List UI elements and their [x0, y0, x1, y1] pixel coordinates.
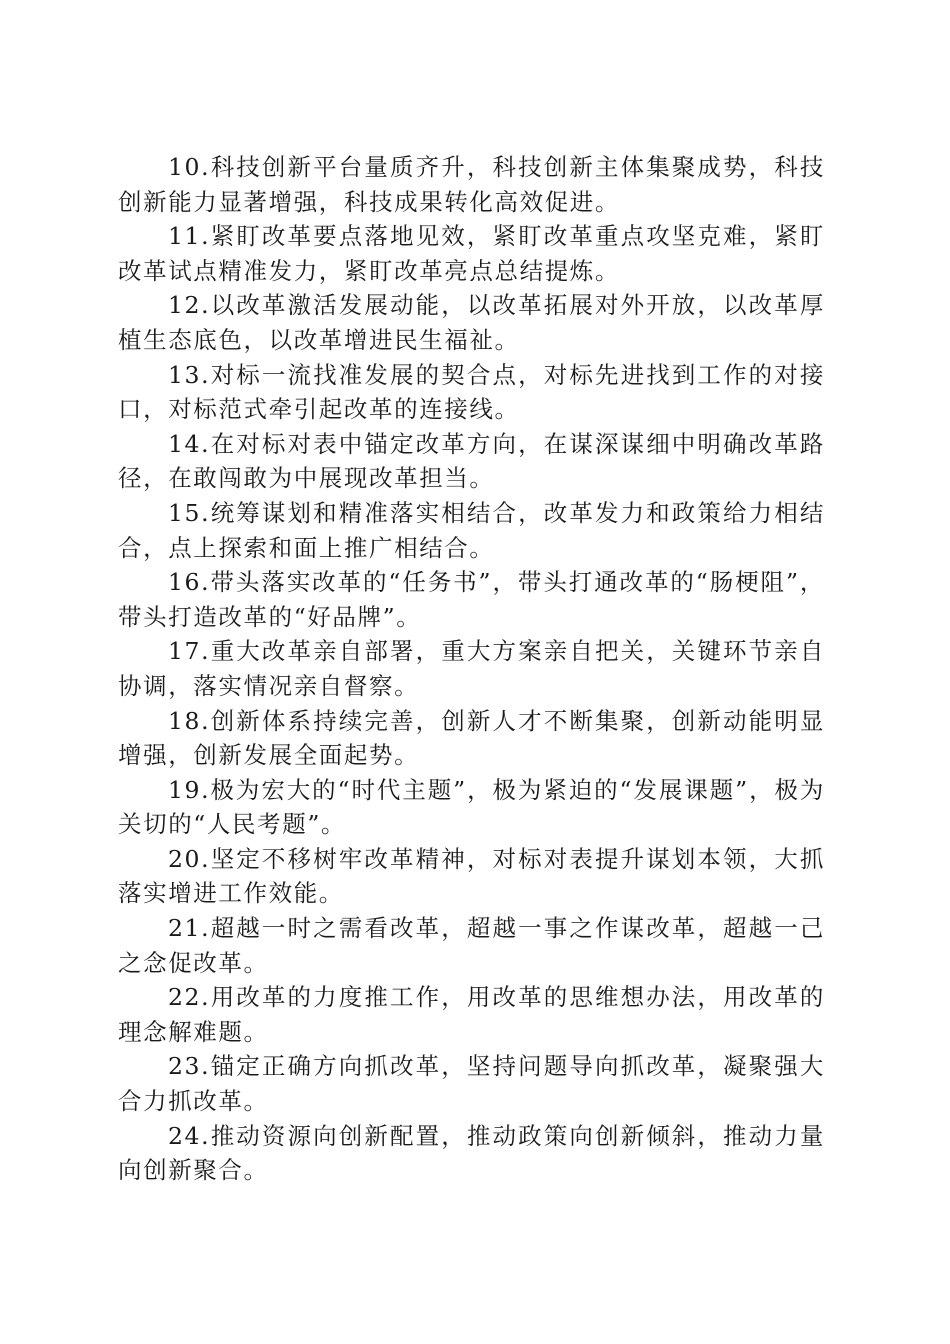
document-body — [118, 150, 825, 1188]
paragraph-10: 10.科技创新平台量质齐升，科技创新主体集聚成势，科技创新能力显著增强，科技成果转化高效促进。 — [118, 153, 825, 216]
paragraph-18: 18.创新体系持续完善，创新人才不断集聚，创新动能明显增强，创新发展全面起势。 — [118, 706, 825, 770]
paragraph-22: 22.用改革的力度推工作，用改革的思维想办法，用改革的理念解难题。 — [118, 983, 825, 1046]
paragraph-12: 12.以改革激活发展动能，以改革拓展对外开放，以改革厚植生态底色，以改革增进民生福祉。 — [118, 291, 825, 354]
paragraph-17: 17.重大改革亲自部署，重大方案亲自把关，关键环节亲自协调，落实情况亲自督察。 — [118, 637, 825, 700]
paragraph-15: 15.统筹谋划和精准落实相结合，改革发力和政策给力相结合，点上探索和面上推广相结合。 — [118, 498, 825, 562]
paragraph-19: 19.极为宏大的“时代主题”，极为紧迫的“发展课题”，极为关切的“人民考题”。 — [118, 775, 825, 839]
paragraph-13: 13.对标一流找准发展的契合点，对标先进找到工作的对接口，对标范式牵引起改革的连接线。 — [118, 360, 825, 424]
paragraph-11: 11.紧盯改革要点落地见效，紧盯改革重点攻坚克难，紧盯改革试点精准发力，紧盯改革亮点总结提炼。 — [118, 222, 825, 285]
paragraph-21: 21.超越一时之需看改革，超越一事之作谋改革，超越一己之念促改革。 — [118, 914, 825, 977]
paragraph-14: 14.在对标对表中锚定改革方向，在谋深谋细中明确改革路径，在敢闯敢为中展现改革担当。 — [118, 429, 825, 493]
paragraph-20: 20.坚定不移树牢改革精神，对标对表提升谋划本领，大抓落实增进工作效能。 — [118, 844, 825, 908]
paragraph-23: 23.锚定正确方向抓改革，坚持问题导向抓改革，凝聚强大合力抓改革。 — [118, 1052, 825, 1116]
paragraph-16: 16.带头落实改革的“任务书”，带头打通改革的“肠梗阻”，带头打造改革的“好品牌”。 — [118, 568, 825, 631]
paragraph-24: 24.推动资源向创新配置，推动政策向创新倾斜，推动力量向创新聚合。 — [118, 1121, 825, 1185]
